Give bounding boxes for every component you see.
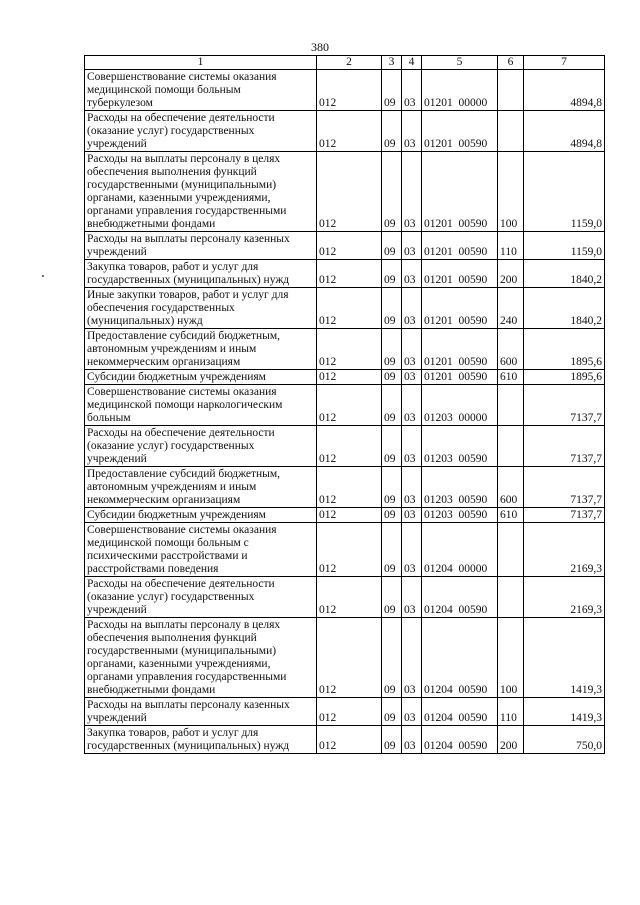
description-line: медицинской помощи больным	[87, 84, 241, 96]
ministry-code: 012	[317, 577, 382, 618]
expense-type-code: 100	[498, 152, 524, 232]
expense-type-code	[498, 523, 524, 577]
description-line: Расходы на выплаты персоналу казенных	[87, 699, 290, 711]
ministry-code: 012	[317, 467, 382, 508]
row-description	[85, 618, 317, 698]
expense-type-code	[498, 385, 524, 426]
description-line: психическими расстройствами и	[87, 550, 248, 562]
section-code: 09	[382, 426, 402, 467]
amount-value: 2169,3	[524, 523, 605, 577]
target-article-code: 01201 00590	[422, 152, 498, 232]
target-article-code: 01204 00000	[422, 523, 498, 577]
description-line: (оказание услуг) государственных	[87, 440, 255, 452]
section-code: 09	[382, 726, 402, 754]
subsection-code: 03	[402, 288, 422, 329]
target-article-code: 01203 00590	[422, 426, 498, 467]
target-article-code: 01201 00000	[422, 70, 498, 111]
section-code: 09	[382, 577, 402, 618]
description-line: обеспечения государственных	[87, 302, 235, 314]
description-line: Иные закупки товаров, работ и услуг для	[87, 289, 289, 301]
description-line: государственными (муниципальными)	[87, 645, 277, 657]
amount-value: 1840,2	[524, 260, 605, 288]
amount-value: 1840,2	[524, 288, 605, 329]
description-line: Расходы на выплаты персоналу казенных	[87, 233, 290, 245]
amount-value: 1159,0	[524, 152, 605, 232]
section-code: 09	[382, 152, 402, 232]
ministry-code: 012	[317, 288, 382, 329]
subsection-code: 03	[402, 618, 422, 698]
subsection-code: 03	[402, 152, 422, 232]
row-description	[85, 111, 317, 152]
amount-value: 2169,3	[524, 577, 605, 618]
table-row	[85, 698, 605, 726]
row-description	[85, 152, 317, 232]
description-line: туберкулезом	[87, 97, 153, 109]
description-line: Расходы на выплаты персоналу в целях	[87, 619, 281, 631]
subsection-code: 03	[402, 698, 422, 726]
description-line: Расходы на выплаты персоналу в целях	[87, 153, 281, 165]
target-article-code: 01201 00590	[422, 288, 498, 329]
description-line: учреждений	[87, 138, 147, 150]
target-article-code: 01201 00590	[422, 232, 498, 260]
subsection-code: 03	[402, 232, 422, 260]
ministry-code: 012	[317, 370, 382, 385]
target-article-code: 01204 00590	[422, 698, 498, 726]
target-article-code: 01201 00590	[422, 370, 498, 385]
row-description	[85, 329, 317, 370]
ministry-code: 012	[317, 618, 382, 698]
description-line: государственных (муниципальных) нужд	[87, 740, 290, 752]
description-line: (муниципальных) нужд	[87, 315, 203, 327]
table-row	[85, 577, 605, 618]
row-description	[85, 288, 317, 329]
subsection-code: 03	[402, 508, 422, 523]
section-code: 09	[382, 70, 402, 111]
ministry-code: 012	[317, 152, 382, 232]
description-line: учреждений	[87, 712, 147, 724]
budget-table	[84, 55, 605, 754]
subsection-code: 03	[402, 577, 422, 618]
table-row	[85, 508, 605, 523]
subsection-code: 03	[402, 111, 422, 152]
table-row	[85, 426, 605, 467]
section-code: 09	[382, 370, 402, 385]
ministry-code: 012	[317, 70, 382, 111]
description-line: Субсидии бюджетным учреждениям	[87, 509, 266, 521]
amount-value: 750,0	[524, 726, 605, 754]
subsection-code: 03	[402, 523, 422, 577]
expense-type-code: 600	[498, 467, 524, 508]
section-code: 09	[382, 329, 402, 370]
row-description	[85, 698, 317, 726]
subsection-code: 03	[402, 726, 422, 754]
amount-value: 7137,7	[524, 426, 605, 467]
section-code: 09	[382, 698, 402, 726]
ministry-code: 012	[317, 698, 382, 726]
section-code: 09	[382, 523, 402, 577]
target-article-code: 01201 00590	[422, 329, 498, 370]
target-article-code: 01204 00590	[422, 726, 498, 754]
description-line: (оказание услуг) государственных	[87, 591, 255, 603]
amount-value: 7137,7	[524, 508, 605, 523]
ministry-code: 012	[317, 260, 382, 288]
amount-value: 1419,3	[524, 698, 605, 726]
description-line: государственными (муниципальными)	[87, 179, 277, 191]
ministry-code: 012	[317, 111, 382, 152]
row-description	[85, 508, 317, 523]
description-line: Совершенствование системы оказания	[87, 386, 277, 398]
expense-type-code: 600	[498, 329, 524, 370]
description-line: Расходы на обеспечение деятельности	[87, 112, 275, 124]
row-description	[85, 426, 317, 467]
header-cell-6: 6	[498, 56, 524, 70]
target-article-code: 01204 00590	[422, 618, 498, 698]
table-row	[85, 70, 605, 111]
subsection-code: 03	[402, 329, 422, 370]
description-line: автономным учреждениям и иным	[87, 481, 257, 493]
row-description	[85, 232, 317, 260]
description-line: некоммерческим организациям	[87, 356, 241, 368]
description-line: медицинской помощи больным с	[87, 537, 249, 549]
description-line: Субсидии бюджетным учреждениям	[87, 371, 266, 383]
table-row	[85, 726, 605, 754]
target-article-code: 01203 00590	[422, 467, 498, 508]
description-line: Расходы на обеспечение деятельности	[87, 427, 275, 439]
description-line: государственных (муниципальных) нужд	[87, 274, 290, 286]
description-line: (оказание услуг) государственных	[87, 125, 255, 137]
table-row	[85, 152, 605, 232]
amount-value: 1419,3	[524, 618, 605, 698]
description-line: органами, казенными учреждениями,	[87, 658, 271, 670]
description-line: органами, казенными учреждениями,	[87, 192, 271, 204]
header-cell-7: 7	[524, 56, 605, 70]
expense-type-code: 110	[498, 232, 524, 260]
section-code: 09	[382, 288, 402, 329]
ministry-code: 012	[317, 232, 382, 260]
expense-type-code: 110	[498, 698, 524, 726]
description-line: Закупка товаров, работ и услуг для	[87, 261, 259, 273]
description-line: больным	[87, 412, 131, 424]
table-row	[85, 523, 605, 577]
description-line: органами управления государственными	[87, 205, 287, 217]
ministry-code: 012	[317, 508, 382, 523]
expense-type-code: 200	[498, 260, 524, 288]
row-description	[85, 70, 317, 111]
table-row	[85, 618, 605, 698]
row-description	[85, 385, 317, 426]
table-row	[85, 329, 605, 370]
section-code: 09	[382, 232, 402, 260]
description-line: учреждений	[87, 604, 147, 616]
subsection-code: 03	[402, 370, 422, 385]
header-cell-4: 4	[402, 56, 422, 70]
table-row	[85, 467, 605, 508]
expense-type-code: 240	[498, 288, 524, 329]
description-line: учреждений	[87, 246, 147, 258]
amount-value: 1895,6	[524, 370, 605, 385]
amount-value: 7137,7	[524, 467, 605, 508]
description-line: Расходы на обеспечение деятельности	[87, 578, 275, 590]
table-row	[85, 232, 605, 260]
subsection-code: 03	[402, 70, 422, 111]
target-article-code: 01201 00590	[422, 260, 498, 288]
description-line: учреждений	[87, 453, 147, 465]
header-cell-3: 3	[382, 56, 402, 70]
section-code: 09	[382, 467, 402, 508]
margin-speck	[42, 275, 44, 277]
description-line: Совершенствование системы оказания	[87, 524, 277, 536]
amount-value: 4894,8	[524, 111, 605, 152]
description-line: внебюджетными фондами	[87, 218, 216, 230]
amount-value: 1159,0	[524, 232, 605, 260]
expense-type-code: 610	[498, 370, 524, 385]
ministry-code: 012	[317, 726, 382, 754]
table-row	[85, 370, 605, 385]
target-article-code: 01203 00000	[422, 385, 498, 426]
ministry-code: 012	[317, 523, 382, 577]
expense-type-code	[498, 111, 524, 152]
expense-type-code: 100	[498, 618, 524, 698]
description-line: Предоставление субсидий бюджетным,	[87, 330, 281, 342]
header-cell-1: 1	[85, 56, 317, 70]
table-row	[85, 111, 605, 152]
subsection-code: 03	[402, 467, 422, 508]
target-article-code: 01201 00590	[422, 111, 498, 152]
description-line: обеспечения выполнения функций	[87, 166, 257, 178]
table-row	[85, 288, 605, 329]
subsection-code: 03	[402, 426, 422, 467]
section-code: 09	[382, 508, 402, 523]
description-line: некоммерческим организациям	[87, 494, 241, 506]
target-article-code: 01204 00590	[422, 577, 498, 618]
description-line: медицинской помощи наркологическим	[87, 399, 283, 411]
expense-type-code: 610	[498, 508, 524, 523]
page-number: 380	[311, 40, 329, 54]
row-description	[85, 370, 317, 385]
description-line: внебюджетными фондами	[87, 684, 216, 696]
row-description	[85, 523, 317, 577]
ministry-code: 012	[317, 385, 382, 426]
section-code: 09	[382, 111, 402, 152]
ministry-code: 012	[317, 329, 382, 370]
expense-type-code	[498, 577, 524, 618]
table-row	[85, 385, 605, 426]
description-line: Предоставление субсидий бюджетным,	[87, 468, 281, 480]
row-description	[85, 726, 317, 754]
section-code: 09	[382, 260, 402, 288]
description-line: обеспечения выполнения функций	[87, 632, 257, 644]
expense-type-code: 200	[498, 726, 524, 754]
section-code: 09	[382, 385, 402, 426]
subsection-code: 03	[402, 385, 422, 426]
section-code: 09	[382, 618, 402, 698]
table-row	[85, 260, 605, 288]
row-description	[85, 577, 317, 618]
amount-value: 1895,6	[524, 329, 605, 370]
subsection-code: 03	[402, 260, 422, 288]
description-line: Закупка товаров, работ и услуг для	[87, 727, 259, 739]
header-cell-5: 5	[422, 56, 498, 70]
row-description	[85, 260, 317, 288]
description-line: Совершенствование системы оказания	[87, 71, 277, 83]
description-line: органами управления государственными	[87, 671, 287, 683]
expense-type-code	[498, 426, 524, 467]
target-article-code: 01203 00590	[422, 508, 498, 523]
amount-value: 7137,7	[524, 385, 605, 426]
header-row	[85, 56, 605, 70]
header-cell-2: 2	[317, 56, 382, 70]
description-line: автономным учреждениям и иным	[87, 343, 257, 355]
description-line: расстройствами поведения	[87, 563, 219, 575]
amount-value: 4894,8	[524, 70, 605, 111]
ministry-code: 012	[317, 426, 382, 467]
expense-type-code	[498, 70, 524, 111]
row-description	[85, 467, 317, 508]
